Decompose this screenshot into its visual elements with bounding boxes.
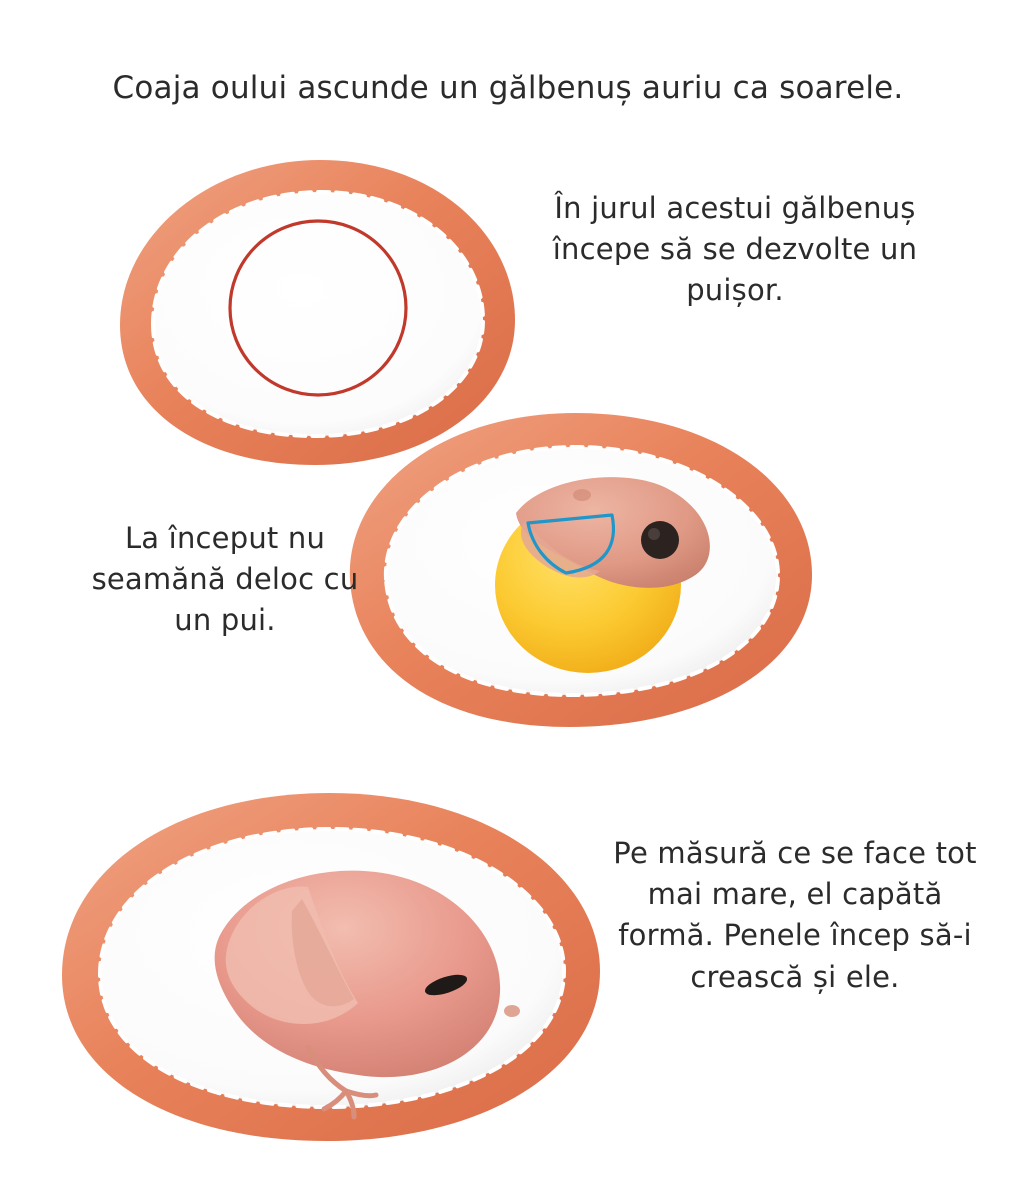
- figure-egg-embryo-early: [320, 395, 840, 745]
- figure-egg-embryo-late: [40, 775, 630, 1160]
- egg-late-embryo-illustration: [40, 775, 630, 1160]
- caption-yolk-chick: În jurul acestui gălbenuș începe să se dezvolte un puișor.: [552, 191, 918, 308]
- egg-early-embryo-illustration: [320, 395, 840, 745]
- caption-beginning: La început nu seamănă deloc cu un pui.: [91, 521, 359, 638]
- page-title: Coaja oului ascunde un gălbenuș auriu ca soarele.: [112, 70, 904, 106]
- caption-growth: Pe măsură ce se face tot mai mare, el capătă formă. Penele încep să-i crească și ele.: [613, 836, 977, 994]
- embryo-eye: [641, 521, 679, 559]
